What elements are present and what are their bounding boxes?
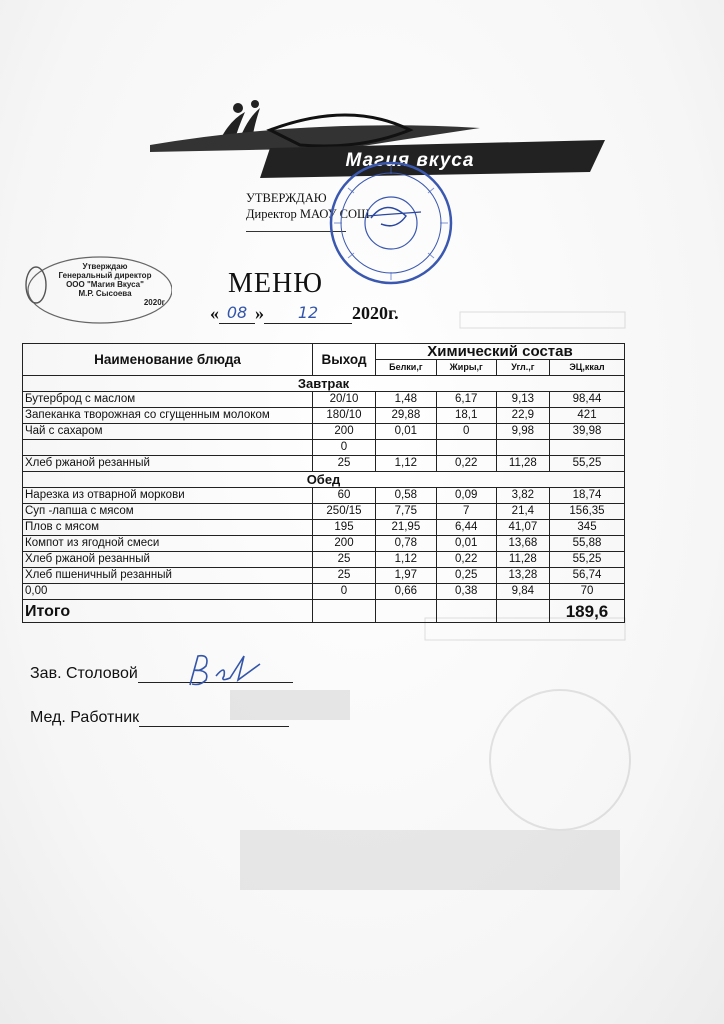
fat-cell: 6,17 <box>436 392 496 408</box>
fat-cell <box>436 440 496 456</box>
approval-position: Директор МАОУ СОШ <box>246 207 370 221</box>
protein-cell: 0,78 <box>376 536 437 552</box>
fat-cell: 0,22 <box>436 552 496 568</box>
table-row <box>23 424 625 440</box>
total-empty-cell <box>313 600 376 623</box>
fat-cell: 0,25 <box>436 568 496 584</box>
page-title: МЕНЮ <box>228 268 323 299</box>
fat-cell: 0,38 <box>436 584 496 600</box>
protein-cell: 1,12 <box>376 552 437 568</box>
energy-cell: 18,74 <box>550 488 625 504</box>
fat-cell: 7 <box>436 504 496 520</box>
protein-cell: 7,75 <box>376 504 437 520</box>
output-cell: 200 <box>313 424 376 440</box>
carbs-cell: 11,28 <box>496 552 549 568</box>
table-row <box>23 520 625 536</box>
protein-cell: 1,48 <box>376 392 437 408</box>
dish-name-cell: Нарезка из отварной моркови <box>23 488 313 504</box>
brand-name: Магия вкуса <box>345 150 475 171</box>
table-row <box>23 408 625 424</box>
energy-cell: 56,74 <box>550 568 625 584</box>
header-fat: Жиры,г <box>436 360 496 376</box>
stamp-line: 2020г <box>143 298 165 307</box>
table-row <box>23 568 625 584</box>
date-close-quote: » <box>255 303 264 323</box>
output-cell: 195 <box>313 520 376 536</box>
protein-cell: 0,58 <box>376 488 437 504</box>
output-cell: 180/10 <box>313 408 376 424</box>
dish-name-cell: Хлеб ржаной резанный <box>23 456 313 472</box>
section-title: Обед <box>23 472 625 488</box>
fat-cell: 6,44 <box>436 520 496 536</box>
dish-name-cell <box>23 440 313 456</box>
dish-name-cell: 0,00 <box>23 584 313 600</box>
carbs-cell: 9,13 <box>496 392 549 408</box>
date-year: 2020г. <box>352 303 399 323</box>
output-cell: 250/15 <box>313 504 376 520</box>
table-row <box>23 552 625 568</box>
total-label: Итого <box>23 600 313 623</box>
menu-date <box>210 303 399 324</box>
table-row <box>23 456 625 472</box>
table-row <box>23 504 625 520</box>
output-cell: 25 <box>313 552 376 568</box>
carbs-cell: 3,82 <box>496 488 549 504</box>
dish-name-cell: Хлеб ржаной резанный <box>23 552 313 568</box>
total-empty-cell <box>496 600 549 623</box>
dish-name-cell: Компот из ягодной смеси <box>23 536 313 552</box>
header-energy: ЭЦ,ккал <box>550 360 625 376</box>
section-row <box>23 376 625 392</box>
menu-table-body <box>23 376 625 600</box>
protein-cell: 1,97 <box>376 568 437 584</box>
header-dish-name: Наименование блюда <box>23 344 313 376</box>
output-cell: 60 <box>313 488 376 504</box>
protein-cell: 29,88 <box>376 408 437 424</box>
dish-name-cell: Хлеб пшеничный резанный <box>23 568 313 584</box>
table-row <box>23 488 625 504</box>
output-cell: 0 <box>313 584 376 600</box>
protein-cell: 0,01 <box>376 424 437 440</box>
section-row <box>23 472 625 488</box>
fat-cell: 0 <box>436 424 496 440</box>
header-output: Выход <box>313 344 376 376</box>
output-cell: 25 <box>313 568 376 584</box>
carbs-cell: 13,28 <box>496 568 549 584</box>
handwritten-signature <box>180 650 270 690</box>
date-day: 08 <box>219 303 255 324</box>
carbs-cell: 9,98 <box>496 424 549 440</box>
total-value: 189,6 <box>550 600 625 623</box>
stamp-line: ООО "Магия Вкуса" <box>66 280 144 289</box>
fat-cell: 0,22 <box>436 456 496 472</box>
dish-name-cell: Суп -лапша с мясом <box>23 504 313 520</box>
energy-cell: 156,35 <box>550 504 625 520</box>
protein-cell: 21,95 <box>376 520 437 536</box>
stamp-line: Утверждаю <box>82 262 128 271</box>
energy-cell: 55,25 <box>550 456 625 472</box>
carbs-cell: 41,07 <box>496 520 549 536</box>
energy-cell: 55,88 <box>550 536 625 552</box>
dish-name-cell: Чай с сахаром <box>23 424 313 440</box>
energy-cell: 70 <box>550 584 625 600</box>
header-carbs: Угл.,г <box>496 360 549 376</box>
section-title: Завтрак <box>23 376 625 392</box>
table-row <box>23 584 625 600</box>
stamp-line: М.Р. Сысоева <box>78 289 132 298</box>
energy-cell <box>550 440 625 456</box>
dish-name-cell: Бутерброд с маслом <box>23 392 313 408</box>
carbs-cell <box>496 440 549 456</box>
menu-table <box>22 343 625 623</box>
total-row <box>23 600 625 623</box>
stamp-line: Генеральный директор <box>58 271 152 280</box>
date-open-quote: « <box>210 303 219 323</box>
table-row <box>23 536 625 552</box>
output-cell: 200 <box>313 536 376 552</box>
fat-cell: 0,09 <box>436 488 496 504</box>
medic-signature-line <box>139 708 289 727</box>
carbs-cell: 9,84 <box>496 584 549 600</box>
canteen-label: Зав. Столовой <box>30 665 138 682</box>
table-row <box>23 392 625 408</box>
fat-cell: 0,01 <box>436 536 496 552</box>
energy-cell: 98,44 <box>550 392 625 408</box>
school-seal <box>326 158 456 288</box>
protein-cell <box>376 440 437 456</box>
carbs-cell: 21,4 <box>496 504 549 520</box>
output-cell: 20/10 <box>313 392 376 408</box>
carbs-cell: 13,68 <box>496 536 549 552</box>
dish-name-cell: Плов с мясом <box>23 520 313 536</box>
header-protein: Белки,г <box>376 360 437 376</box>
director-stamp-text <box>45 262 165 307</box>
date-month: 12 <box>264 303 352 324</box>
header-chemical-composition: Химический состав <box>376 344 625 360</box>
medic-label: Мед. Работник <box>30 709 140 726</box>
table-row <box>23 440 625 456</box>
fat-cell: 18,1 <box>436 408 496 424</box>
energy-cell: 421 <box>550 408 625 424</box>
output-cell: 0 <box>313 440 376 456</box>
output-cell: 25 <box>313 456 376 472</box>
protein-cell: 1,12 <box>376 456 437 472</box>
dish-name-cell: Запеканка творожная со сгущенным молоком <box>23 408 313 424</box>
approval-title: УТВЕРЖДАЮ <box>246 191 327 205</box>
energy-cell: 39,98 <box>550 424 625 440</box>
carbs-cell: 11,28 <box>496 456 549 472</box>
medic-signature <box>30 708 289 727</box>
total-empty-cell <box>376 600 437 623</box>
energy-cell: 345 <box>550 520 625 536</box>
carbs-cell: 22,9 <box>496 408 549 424</box>
total-empty-cell <box>436 600 496 623</box>
protein-cell: 0,66 <box>376 584 437 600</box>
energy-cell: 55,25 <box>550 552 625 568</box>
